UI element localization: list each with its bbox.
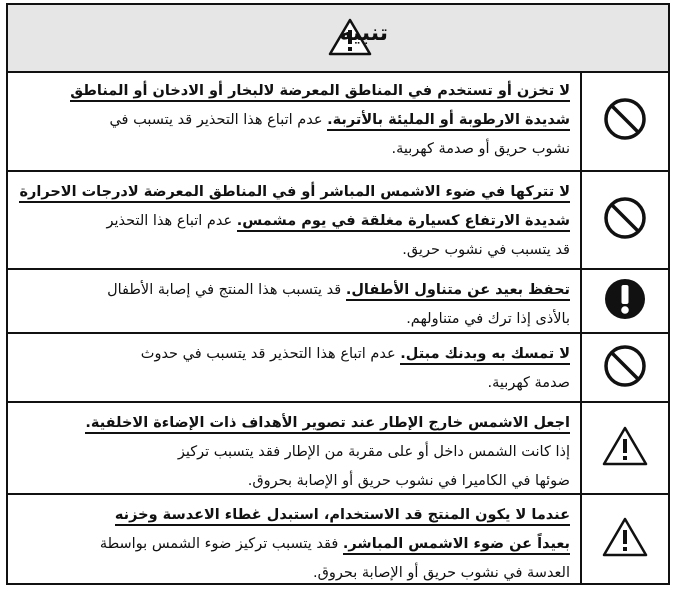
caution-line: [16, 369, 570, 398]
caution-row: [8, 334, 668, 403]
caution-heading-text: لا تتركها في ضوء الاشمس المباشر أو في المناطق المعرضة لادرجات الاحرارة: [19, 184, 570, 203]
caution-text: [8, 495, 582, 583]
caution-row: [8, 495, 668, 583]
caution-body-text: العدسة في نشوب حريق أو الإصابة بحروق.: [313, 565, 570, 581]
caution-line: [16, 305, 570, 334]
caution-body-text: فقد يتسبب تركيز ضوء الشمس بواسطة: [99, 536, 343, 552]
prohibition-icon: [602, 343, 648, 393]
warning-triangle-icon: [602, 516, 648, 562]
caution-heading-text: لا تمسك به وبدنك مبتل.: [400, 346, 570, 365]
caution-line: [16, 340, 570, 369]
caution-heading-text: بعيداً عن ضوء الاشمس المباشر.: [343, 536, 570, 555]
caution-heading-text: عندما لا يكون المنتج قد الاستخدام، استبدل غطاء الاعدسة وخزنه: [115, 507, 570, 526]
caution-line: [16, 501, 570, 530]
caution-heading-text: شديدة الارطوبة أو المليئة بالأتربة.: [327, 112, 570, 131]
caution-text: [8, 172, 582, 268]
caution-line: [16, 77, 570, 106]
caution-icon-cell: [582, 403, 668, 493]
caution-text: [8, 270, 582, 332]
caution-heading-text: اجعل الاشمس خارج الإطار عند تصوير الأهداف ذات الإضاءة الاخلفية.: [85, 415, 570, 434]
caution-body-text: نشوب حريق أو صدمة كهربية.: [391, 141, 570, 157]
caution-icon-cell: [582, 172, 668, 268]
caution-line: [16, 467, 570, 496]
prohibition-icon: [602, 96, 648, 146]
caution-icon-cell: [582, 270, 668, 332]
caution-body-text: ضوئها في الكاميرا في نشوب حريق أو الإصابة بحروق.: [247, 473, 570, 489]
caution-line: [16, 207, 570, 236]
caution-text: [8, 71, 582, 170]
caution-heading-text: تحفظ بعيد عن متناول الأطفال.: [346, 282, 570, 301]
caution-heading-text: شديدة الارتفاع كسيارة مغلقة في يوم مشمس.: [237, 213, 570, 232]
caution-body-text: عدم اتباع هذا التحذير قد يتسبب في: [109, 112, 328, 128]
caution-row: [8, 172, 668, 270]
caution-icon-cell: [582, 334, 668, 401]
caution-line: [16, 135, 570, 164]
caution-line: [16, 236, 570, 265]
caution-line: [16, 530, 570, 559]
warning-triangle-icon: [602, 425, 648, 471]
caution-text: [8, 403, 582, 493]
caution-line: [16, 559, 570, 588]
caution-body-text: إذا كانت الشمس داخل أو على مقربة من الإطار فقد يتسبب تركيز: [177, 444, 570, 460]
caution-line: [16, 276, 570, 305]
caution-body-text: صدمة كهربية.: [487, 375, 570, 391]
mandatory-exclamation-icon: [603, 277, 647, 325]
prohibition-icon: [602, 195, 648, 245]
caution-body-text: بالأذى إذا ترك في متناولهم.: [406, 311, 570, 327]
caution-header: [8, 5, 668, 73]
caution-title: تنبيه: [339, 21, 388, 46]
caution-row: [8, 270, 668, 334]
caution-icon-cell: [582, 495, 668, 583]
caution-icon-cell: [582, 71, 668, 170]
caution-row: [8, 403, 668, 495]
caution-body-text: قد يتسبب هذا المنتج في إصابة الأطفال: [107, 282, 346, 298]
caution-text: [8, 334, 582, 401]
caution-row: [8, 71, 668, 172]
caution-body-text: عدم اتباع هذا التحذير: [106, 213, 237, 229]
caution-line: [16, 178, 570, 207]
caution-table: [6, 3, 670, 585]
caution-heading-text: لا تخزن أو تستخدم في المناطق المعرضة لالبخار أو الادخان أو المناطق: [70, 83, 570, 102]
caution-line: [16, 409, 570, 438]
caution-line: [16, 106, 570, 135]
caution-line: [16, 438, 570, 467]
caution-body-text: قد يتسبب في نشوب حريق.: [402, 242, 570, 258]
caution-body-text: عدم اتباع هذا التحذير قد يتسبب في حدوث: [140, 346, 401, 362]
